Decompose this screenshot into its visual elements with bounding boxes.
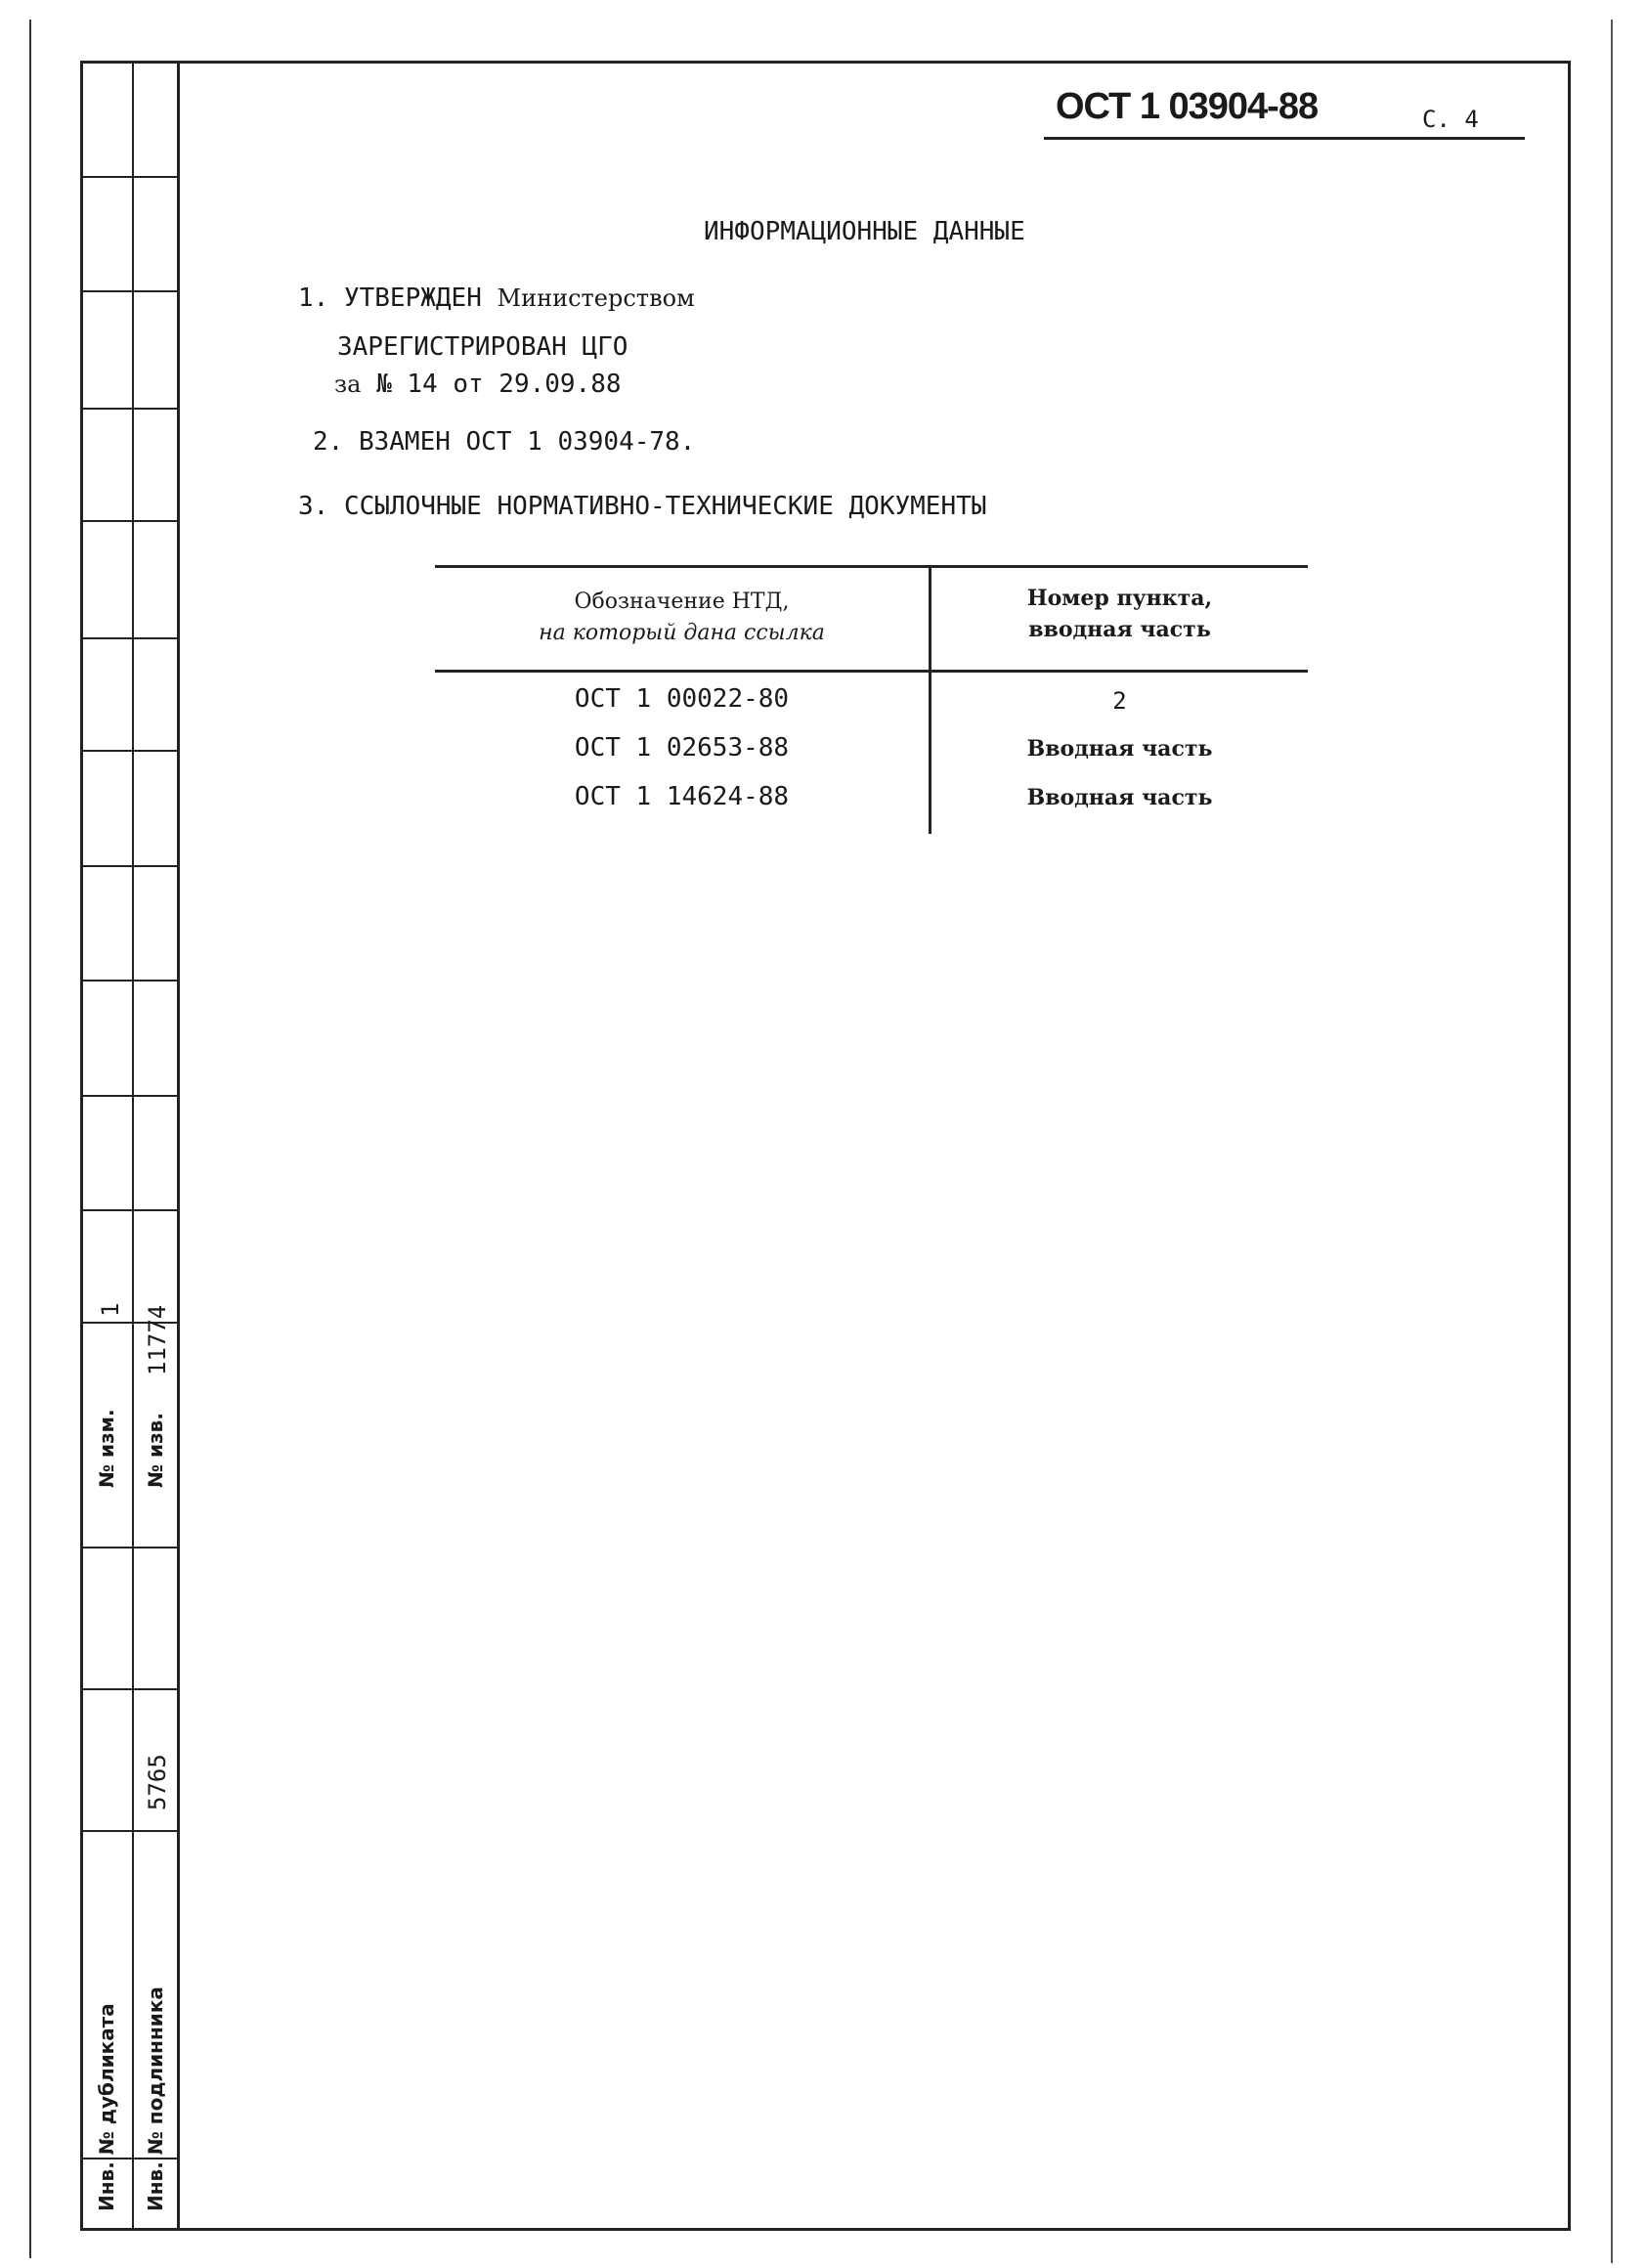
table-cell-ntd: ОСТ 1 02653-88 xyxy=(574,733,790,763)
header-underline xyxy=(1044,137,1525,140)
strip-label-notice-no: № изв. xyxy=(144,1413,167,1488)
table-cell-ntd: ОСТ 1 14624-88 xyxy=(574,782,790,811)
strip-value-change-no: 1 xyxy=(97,1302,124,1317)
table-cell-item: Вводная часть xyxy=(1026,785,1213,810)
table-cell-ntd: ОСТ 1 00022-80 xyxy=(574,684,790,714)
item-replaced: 2. ВЗАМЕН ОСТ 1 03904-78. xyxy=(313,427,696,457)
page-number: С. 4 xyxy=(1422,106,1479,133)
strip-label-original: Инв. № подлинника xyxy=(144,1986,167,2211)
strip-label-duplicate: Инв. № дубликата xyxy=(95,2003,118,2211)
item-registered: ЗАРЕГИСТРИРОВАН ЦГО xyxy=(337,332,628,362)
scan-edge-left xyxy=(29,20,31,2258)
table-top-rule xyxy=(435,565,1308,568)
page-title: ИНФОРМАЦИОННЫЕ ДАННЫЕ xyxy=(704,217,1025,246)
table-header-rule xyxy=(435,670,1308,673)
item-approved: 1. УТВЕРЖДЕН Министерством xyxy=(298,284,695,313)
table-cell-item: Вводная часть xyxy=(1026,736,1213,762)
document-code: ОСТ 1 03904-88 xyxy=(1056,86,1319,127)
item-refs-title: 3. ССЫЛОЧНЫЕ НОРМАТИВНО-ТЕХНИЧЕСКИЕ ДОКУМЕНТЫ xyxy=(298,492,987,521)
table-header-item: Номер пункта, вводная часть xyxy=(1026,586,1213,642)
strip-value-duplicate: 5765 xyxy=(144,1754,171,1810)
left-margin-strip xyxy=(80,61,178,2231)
scan-edge-right xyxy=(1611,20,1613,2263)
table-header-ntd: Обозначение НТД, на который дана ссылка xyxy=(539,589,825,645)
table-cell-item: 2 xyxy=(1112,687,1127,715)
strip-label-change-no: № изм. xyxy=(95,1409,118,1488)
strip-value-notice-no: 11774 xyxy=(144,1304,171,1375)
item-registered-date: за № 14 от 29.09.88 xyxy=(334,370,622,399)
page-frame xyxy=(80,61,1571,2231)
